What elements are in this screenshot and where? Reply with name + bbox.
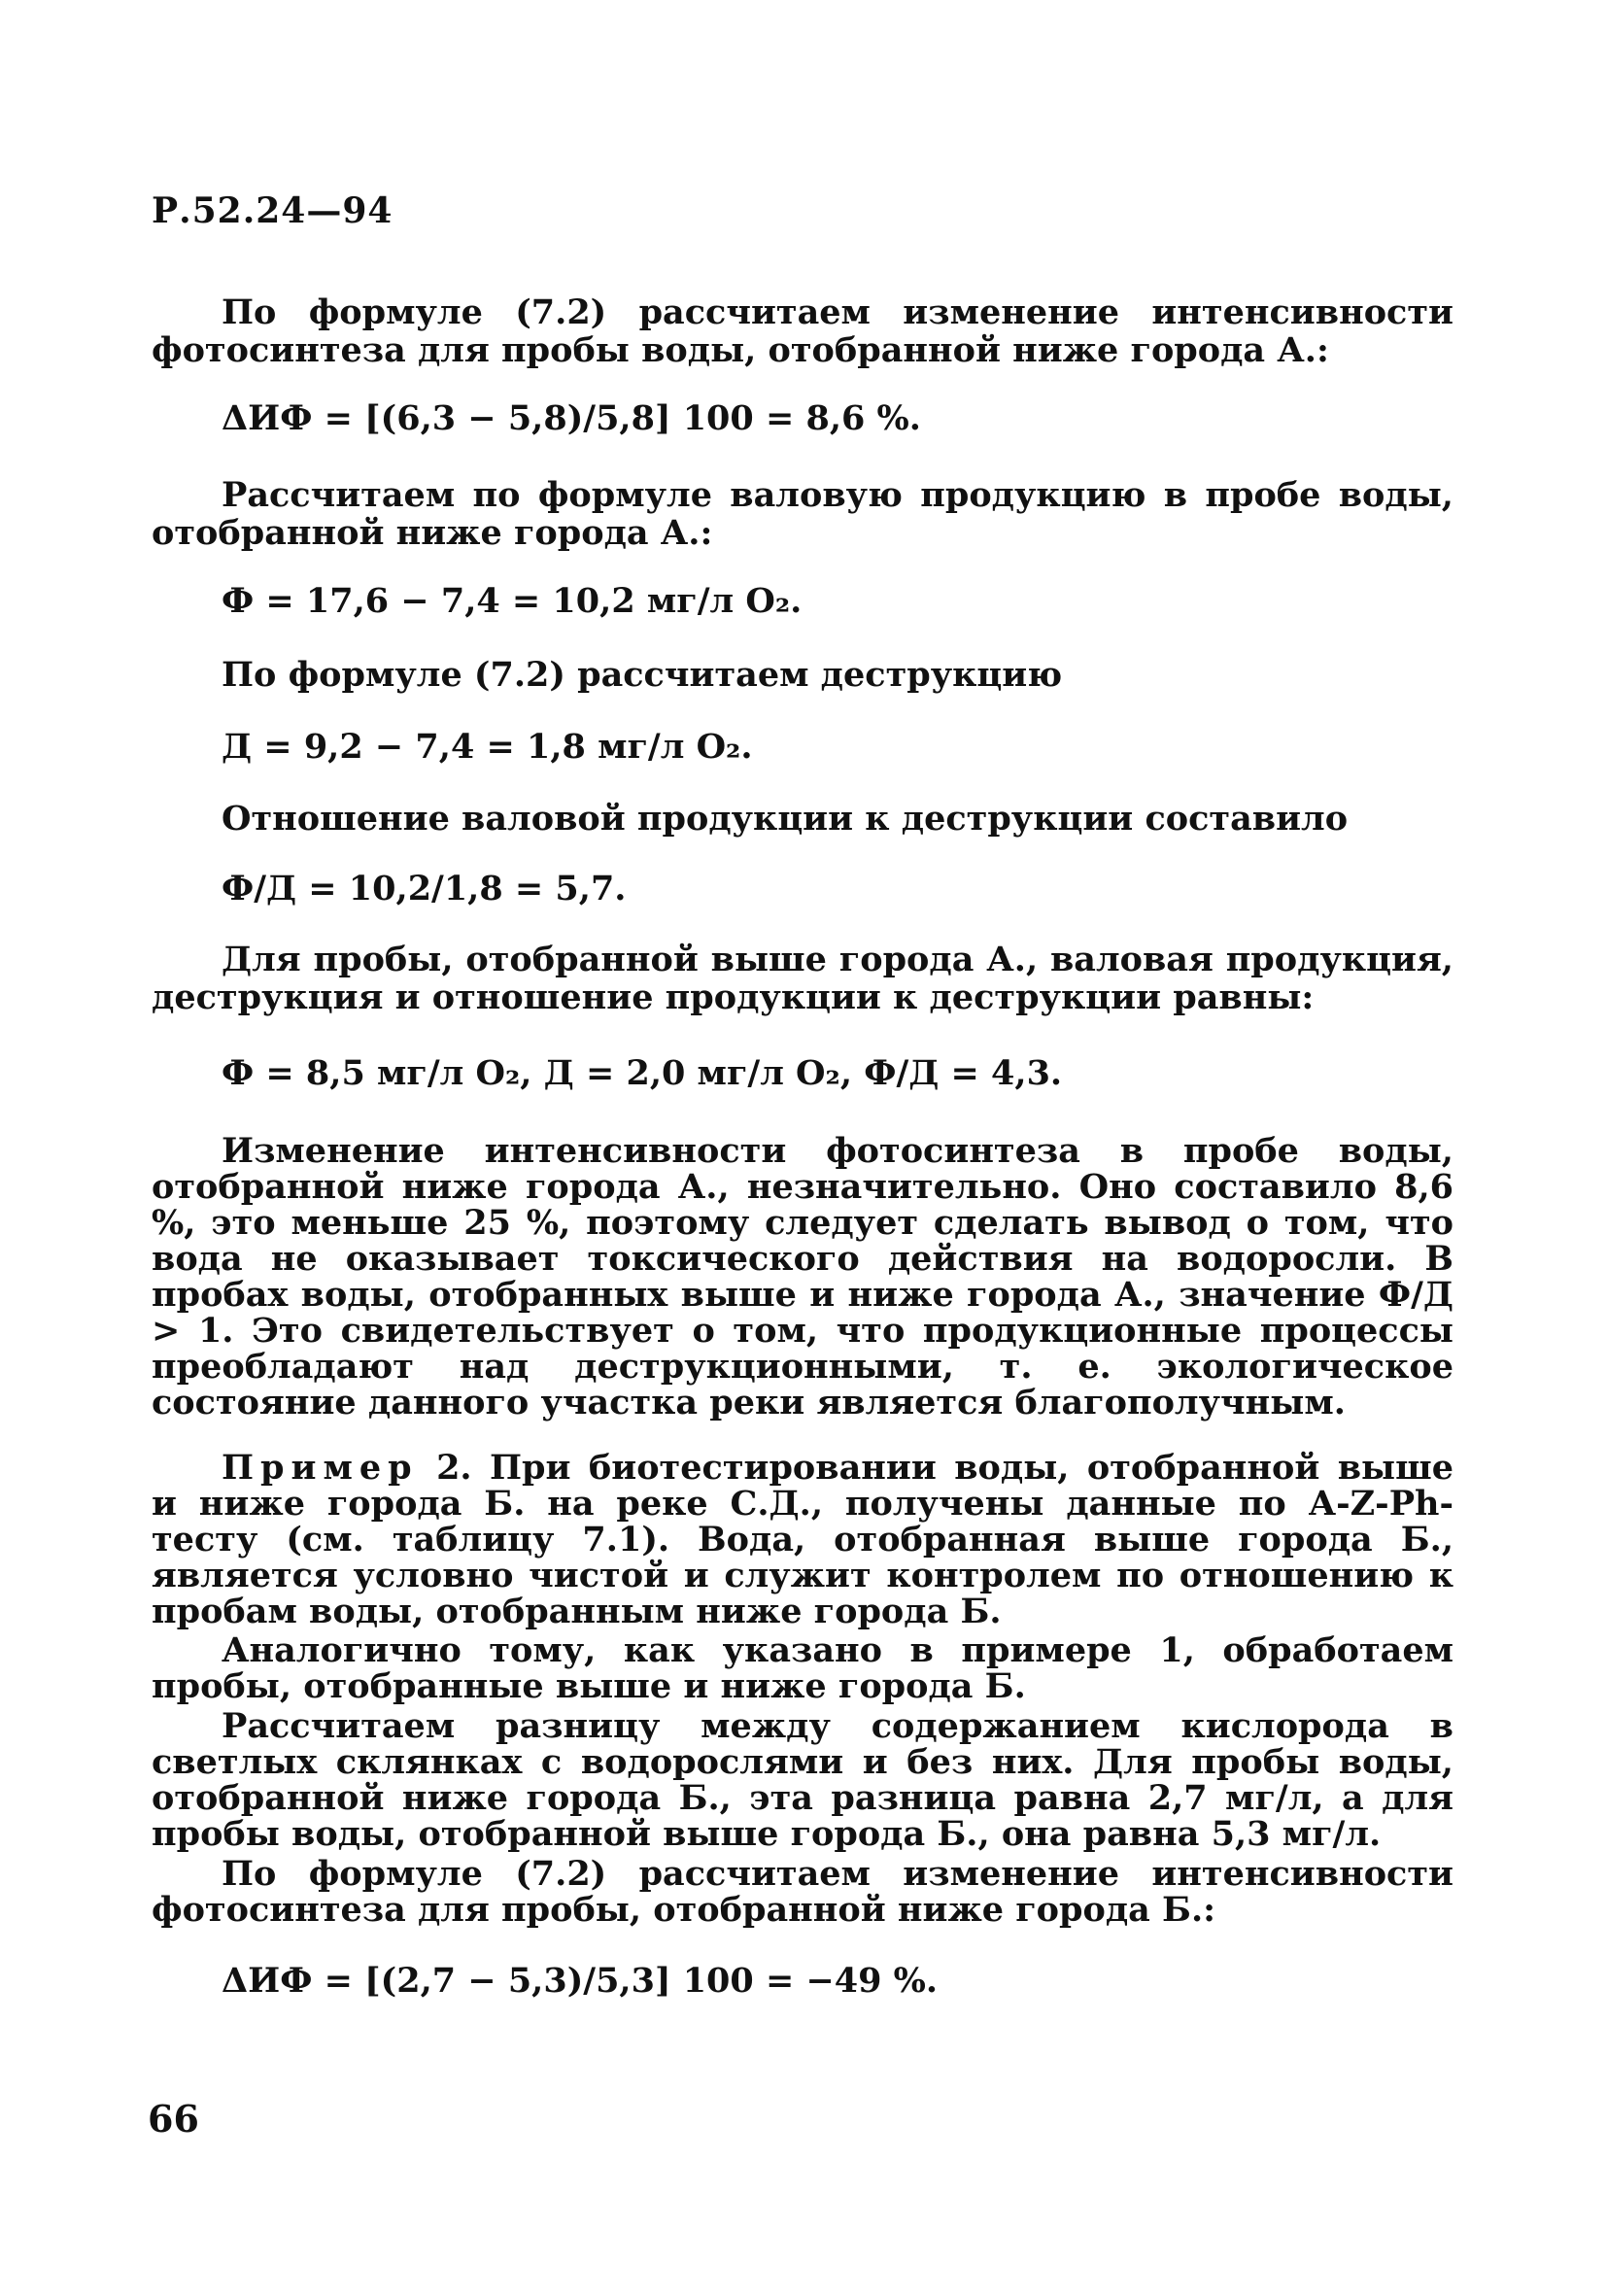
formula-delta-if-b: ΔИФ = [(2,7 − 5,3)/5,3] 100 = −49 %.: [222, 1961, 939, 2001]
formula-destruction-a: Д = 9,2 − 7,4 = 1,8 мг/л О₂.: [222, 727, 753, 767]
formula-ratio-a: Ф/Д = 10,2/1,8 = 5,7.: [222, 869, 627, 908]
paragraph-upper-sample-intro: Для пробы, отобранной выше города А., валовая продукция, деструкция и отношение продукции к деструкции равны:: [152, 940, 1453, 1017]
paragraph-example-2: [152, 1450, 1453, 1629]
formula-gross-production-a: Ф = 17,6 − 7,4 = 10,2 мг/л О₂.: [222, 581, 803, 621]
paragraph-conclusion-a: Изменение интенсивности фотосинтеза в пробе воды, отобранной ниже города А., незначительно. Оно составило 8,6 %, это меньше 25 %, поэтому следует сделать вывод о том, что вода не оказывает токсического действия на водоросли. В пробах воды, отобранных выше и ниже города А., значение Ф/Д > 1. Это свидетельствует о том, что продукционные процессы преобладают над деструкционными, т. е. экологическое состояние данного участка реки является благополучным.: [152, 1131, 1453, 1422]
paragraph-analogous-processing: Аналогично тому, как указано в примере 1, обработаем пробы, отобранные выше и ниже города Б.: [152, 1630, 1453, 1706]
paragraph-gross-production-intro: Рассчитаем по формуле валовую продукцию в пробе воды, отобранной ниже города А.:: [152, 475, 1453, 553]
paragraph-oxygen-difference: Рассчитаем разницу между содержанием кислорода в светлых склянках с водорослями и без них. Для пробы воды, отобранной ниже города Б., эта разница равна 2,7 мг/л, а для пробы воды, отобранной выше города Б., она равна 5,3 мг/л.: [152, 1706, 1453, 1854]
page-number: 66: [148, 2097, 199, 2141]
paragraph-photosynthesis-intro: По формуле (7.2) рассчитаем изменение интенсивности фотосинтеза для пробы воды, отобранной ниже города А.:: [152, 292, 1453, 370]
line-destruction-intro: По формуле (7.2) рассчитаем деструкцию: [222, 655, 1063, 695]
document-header: Р.52.24—94: [152, 190, 393, 231]
example-label: Пример: [222, 1448, 419, 1488]
paragraph-photosynthesis-b-intro: По формуле (7.2) рассчитаем изменение интенсивности фотосинтеза для пробы, отобранной ниже города Б.:: [152, 1854, 1453, 1930]
line-ratio-intro: Отношение валовой продукции к деструкции составило: [222, 799, 1349, 839]
example-2-text: 2. При биотестировании воды, отобранной выше и ниже города Б. на реке С.Д., получены данные по А-Z-Ph-тесту (см. таблицу 7.1). Вода, отобранная выше города Б., является условно чистой и служит контролем по отношению к пробам воды, отобранным ниже города Б.: [152, 1448, 1454, 1631]
formula-upper-sample-values: Ф = 8,5 мг/л О₂, Д = 2,0 мг/л О₂, Ф/Д = 4,3.: [222, 1053, 1063, 1093]
formula-delta-if-a: ΔИФ = [(6,3 − 5,8)/5,8] 100 = 8,6 %.: [222, 398, 921, 438]
